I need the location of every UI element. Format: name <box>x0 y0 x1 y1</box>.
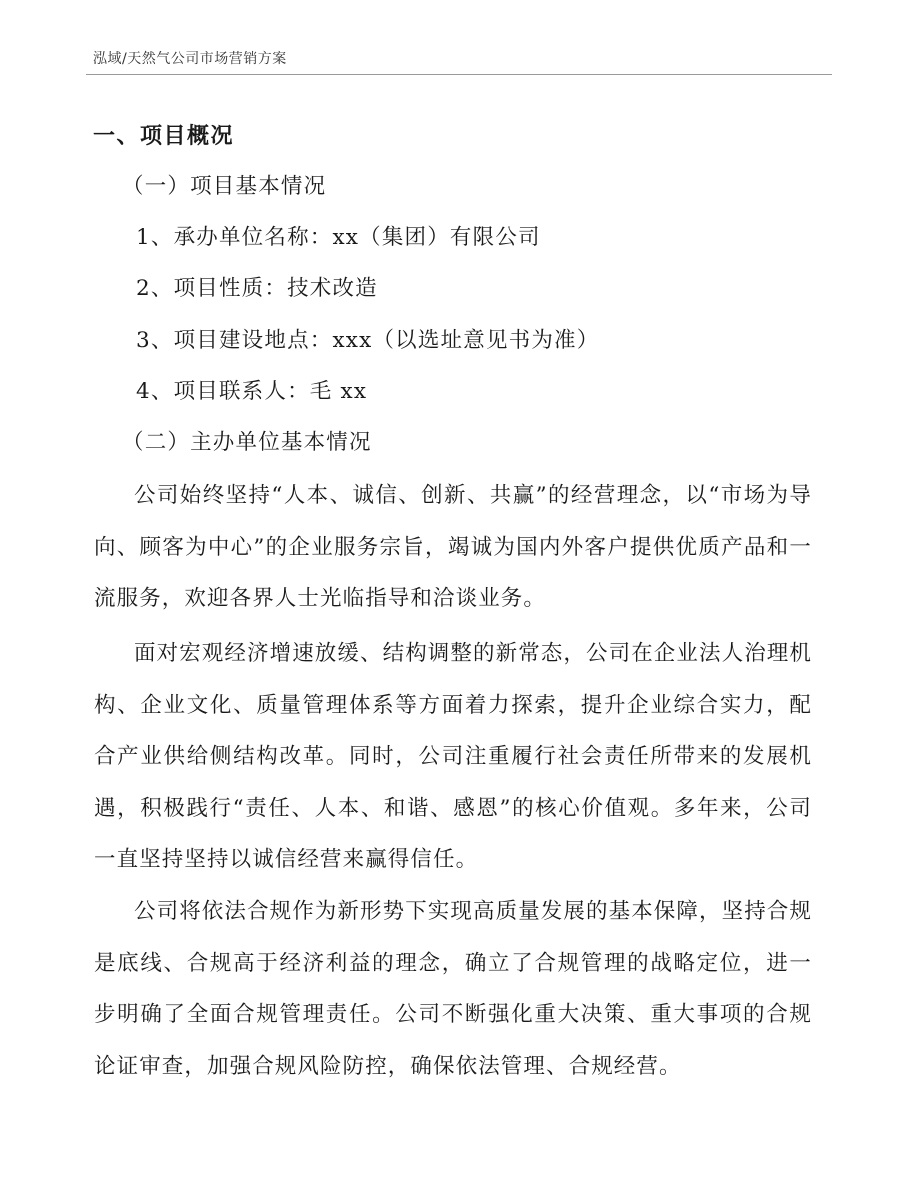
list-item-3: 3、项目建设地点：xxx（以选址意见书为准） <box>136 328 600 353</box>
list-item-1: 1、承办单位名称：xx（集团）有限公司 <box>136 225 541 250</box>
paragraph-1: 公司始终坚持“人本、诚信、创新、共赢”的经营理念，以“市场为导向、顾客为中心”的企业服务宗旨，竭诚为国内外客户提供优质产品和一流服务，欢迎各界人士光临指导和洽谈业务。 <box>94 483 812 611</box>
running-header: 泓域/天然气公司市场营销方案 <box>93 51 287 67</box>
list-item-4: 4、项目联系人：毛 xx <box>136 379 368 404</box>
header-rule <box>86 74 832 75</box>
list-item-2: 2、项目性质：技术改造 <box>136 276 378 301</box>
subsection-heading-1: （一）项目基本情况 <box>122 174 327 199</box>
paragraph-2: 面对宏观经济增速放缓、结构调整的新常态，公司在企业法人治理机构、企业文化、质量管理体系等方面着力探索，提升企业综合实力，配合产业供给侧结构改革。同时，公司注重履行社会责任所带来的发展机遇，积极践行“责任、人本、和谐、感恩”的核心价值观。多年来，公司一直坚持坚持以诚信经营来赢得信任。 <box>94 641 813 872</box>
subsection-heading-2: （二）主办单位基本情况 <box>122 430 372 455</box>
paragraph-3: 公司将依法合规作为新形势下实现高质量发展的基本保障，坚持合规是底线、合规高于经济利益的理念，确立了合规管理的战略定位，进一步明确了全面合规管理责任。公司不断强化重大决策、重大事项的合规论证审查，加强合规风险防控，确保依法管理、合规经营。 <box>94 899 813 1079</box>
section-heading: 一、项目概况 <box>93 124 235 149</box>
